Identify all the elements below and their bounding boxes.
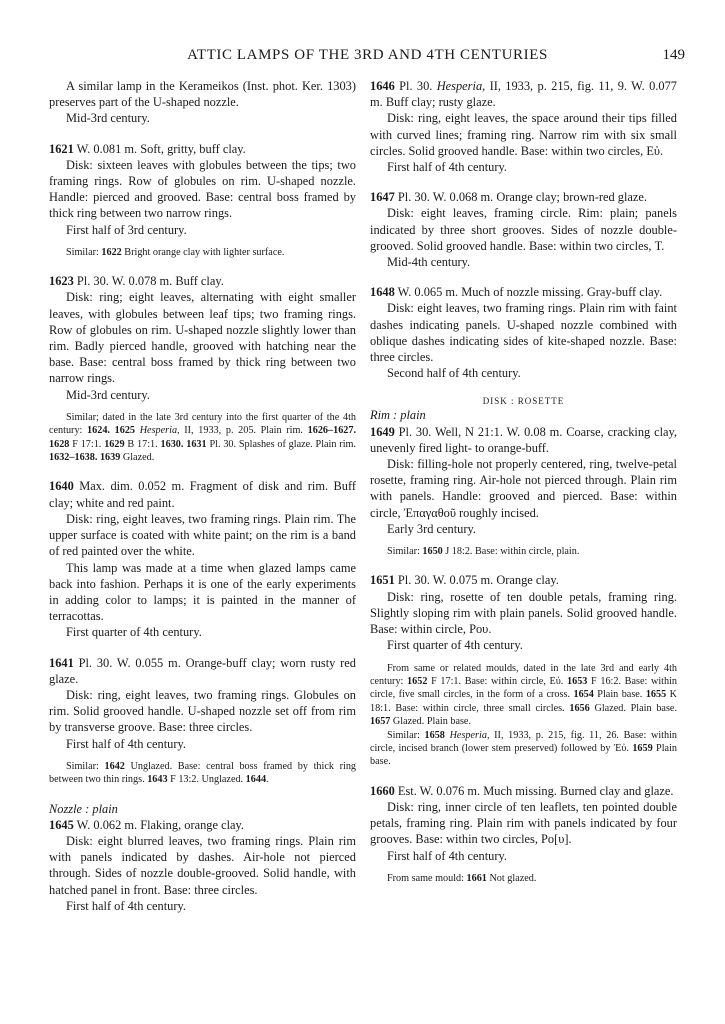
catalogue-entry-1651: 1651 Pl. 30. W. 0.075 m. Orange clay. <box>370 573 559 588</box>
date-line: First half of 4th century. <box>387 848 507 863</box>
description: Disk: ring, eight leaves, the space around their tips filled with curved lines; framing ring. Narrow rim with six small circles. Solid grooved handle. Base: within two circles, Εὐ. <box>370 111 677 158</box>
left-column <box>49 78 356 914</box>
commentary: This lamp was made at a time when glazed lamps came back into fashion. Perhaps it is one of the early experiments in adding color to lamps; it is painted in the manner of terracottas. <box>49 560 356 624</box>
date-line: Mid-4th century. <box>387 255 471 270</box>
description: Disk: ring, inner circle of ten leaflets, ten pointed double petals, framing ring. Plain rim with panels indicated by four grooves. Base: within two circles, Ρο[υ]. <box>370 799 677 847</box>
description: Disk: eight leaves, framing circle. Rim: plain; panels indicated by three short grooves. Sides of nozzle double-grooved. Solid grooved handle. Base: within two circles, Τ. <box>370 206 677 253</box>
related-moulds-note: From same or related moulds, dated in the late 3rd and early 4th century: 1652 F 17:1. Base: within circle, Εὐ. 1653 F 16:2. Base: within circle, five small circles, in the form of a cross. 1654 Plain base. 1655 K 18:1. Base: within circle, three small circles. 1656 Glazed. Plain base. 1657 Glazed. Plain base. <box>370 662 678 728</box>
catalogue-entry-1623: 1623 Pl. 30. W. 0.078 m. Buff clay. <box>49 274 224 289</box>
entry-number: 1645 <box>49 817 74 832</box>
intro-paragraph: A similar lamp in the Kerameikos (Inst. phot. Ker. 1303) preserves part of the U-shaped nozzle. <box>49 79 356 110</box>
date-line: First half of 4th century. <box>66 736 186 751</box>
entry-number: 1623 <box>49 274 74 289</box>
similar-note: Similar: 1658 Hesperia, II, 1933, p. 215, fig. 11, 26. Base: within circle, incised branch (lower stem preserved) followed by Ἐὐ. 1659 Plain base. <box>370 729 677 768</box>
date-line: Mid-3rd century. <box>66 111 150 126</box>
right-column <box>370 78 677 885</box>
subsection-heading: Nozzle : plain <box>49 801 118 816</box>
description: Disk: sixteen leaves with globules between the tips; two framing rings. Row of globules on rim. U-shaped nozzle. Handle: pierced and grooved. Base: central boss framed by thick ring between two narrow rings. <box>49 157 356 221</box>
description: Disk: ring, eight leaves, two framing rings. Globules on rim. Solid grooved handle. U-shaped nozzle set off from rim by transverse groove. Base: three circles. <box>49 687 356 735</box>
entry-number: 1649 <box>370 424 395 439</box>
entry-number: 1648 <box>370 285 395 300</box>
catalogue-entry-1647: 1647 Pl. 30. W. 0.068 m. Orange clay; brown-red glaze. <box>370 190 648 205</box>
date-line: Early 3rd century. <box>387 521 476 536</box>
entry-number: 1646 <box>370 79 395 93</box>
entry-number: 1640 <box>49 479 74 494</box>
entry-number: 1660 <box>370 783 395 798</box>
date-line: First half of 3rd century. <box>66 222 187 237</box>
similar-note: Similar: 1622 Bright orange clay with lighter surface. <box>66 246 285 258</box>
catalogue-entry-1660: 1660 Est. W. 0.076 m. Much missing. Burned clay and glaze. <box>370 783 674 798</box>
description: Disk: ring; eight leaves, alternating with eight smaller leaves, with globules between leaf tips; two framing rings. Row of globules on rim. U-shaped nozzle slightly lower than rim. Badly pierced handle, grooved with hatching near the base. Base: central boss framed by thick ring between two narrow rings. <box>49 290 356 386</box>
subsection-heading: Rim : plain <box>370 408 426 423</box>
running-header <box>50 47 685 67</box>
entry-number: 1651 <box>370 573 395 588</box>
date-line: First quarter of 4th century. <box>387 638 523 653</box>
date-line: First half of 4th century. <box>66 898 186 913</box>
description: Disk: filling-hole not properly centered, ring, twelve-petal rosette, framing ring. Air-hole not pierced through. Plain rim with panels. Handle: grooved and pierced. Base: within circle, Ἐπαγαθοῦ roughly incised. <box>370 457 677 520</box>
same-mould-note: From same mould: 1661 Not glazed. <box>387 872 537 884</box>
catalogue-entry-1645: 1645 W. 0.062 m. Flaking, orange clay. <box>49 817 245 832</box>
date-line: First half of 4th century. <box>387 160 507 175</box>
entry-number: 1641 <box>49 655 74 670</box>
running-title: ATTIC LAMPS OF THE 3RD AND 4TH CENTURIES <box>187 47 548 63</box>
page-number: 149 <box>662 47 685 63</box>
catalogue-entry-1649: 1649 Pl. 30. Well, N 21:1. W. 0.08 m. Coarse, cracking clay, unevenly fired light- to orange-buff. <box>370 424 677 455</box>
similar-note: Similar: 1650 J 18:2. Base: within circle, plain. <box>387 546 580 558</box>
description: Disk: eight leaves, two framing rings. Plain rim with faint dashes indicating panels. U-shaped nozzle combined with oblique dashes indicating sides of kite-shaped nozzle. Base: three circles. <box>370 301 677 365</box>
similar-note: Similar; dated in the late 3rd century into the first quarter of the 4th century: 1624. 1625 Hesperia, II, 1933, p. 205. Plain rim. 1626–1627. 1628 F 17:1. 1629 B 17:1. 1630. 1631 Pl. 30. Splashes of glaze. Plain rim. 1632–1638. 1639 Glazed. <box>49 411 357 464</box>
description: Disk: ring, eight leaves, two framing rings. Plain rim. The upper surface is coated with white paint; on the rim is a band of red painted over the white. <box>49 511 356 559</box>
section-heading: DISK : ROSETTE <box>482 396 565 407</box>
date-line: First quarter of 4th century. <box>66 625 202 640</box>
date-line: Second half of 4th century. <box>387 366 521 381</box>
catalogue-entry-1641: 1641 Pl. 30. W. 0.055 m. Orange-buff clay; worn rusty red glaze. <box>49 655 356 686</box>
catalogue-entry-1640: 1640 Max. dim. 0.052 m. Fragment of disk and rim. Buff clay; white and red paint. <box>49 479 356 510</box>
entry-number: 1647 <box>370 190 395 205</box>
catalogue-entry-1646: 1646 Pl. 30. Hesperia, II, 1933, p. 215, fig. 11, 9. W. 0.077 m. Buff clay; rusty glaze. <box>370 79 677 110</box>
entry-number: 1621 <box>49 141 74 156</box>
catalogue-entry-1621: 1621 W. 0.081 m. Soft, gritty, buff clay. <box>49 141 246 156</box>
description: Disk: eight blurred leaves, two framing rings. Plain rim with panels indicated by dashes. Air-hole not pierced through. Sides of nozzle double-grooved. Solid handle, with hatched panel in front. Base: three circles. <box>49 833 356 897</box>
catalogue-entry-1648: 1648 W. 0.065 m. Much of nozzle missing. Gray-buff clay. <box>370 285 663 300</box>
date-line: Mid-3rd century. <box>66 387 150 402</box>
description: Disk: ring, rosette of ten double petals, framing ring. Slightly sloping rim with plain panels. Solid grooved handle. Base: within circle, Ρου. <box>370 589 677 637</box>
similar-note: Similar: 1642 Unglazed. Base: central boss framed by thick ring between two thin rings. 1643 F 13:2. Unglazed. 1644. <box>49 760 357 786</box>
